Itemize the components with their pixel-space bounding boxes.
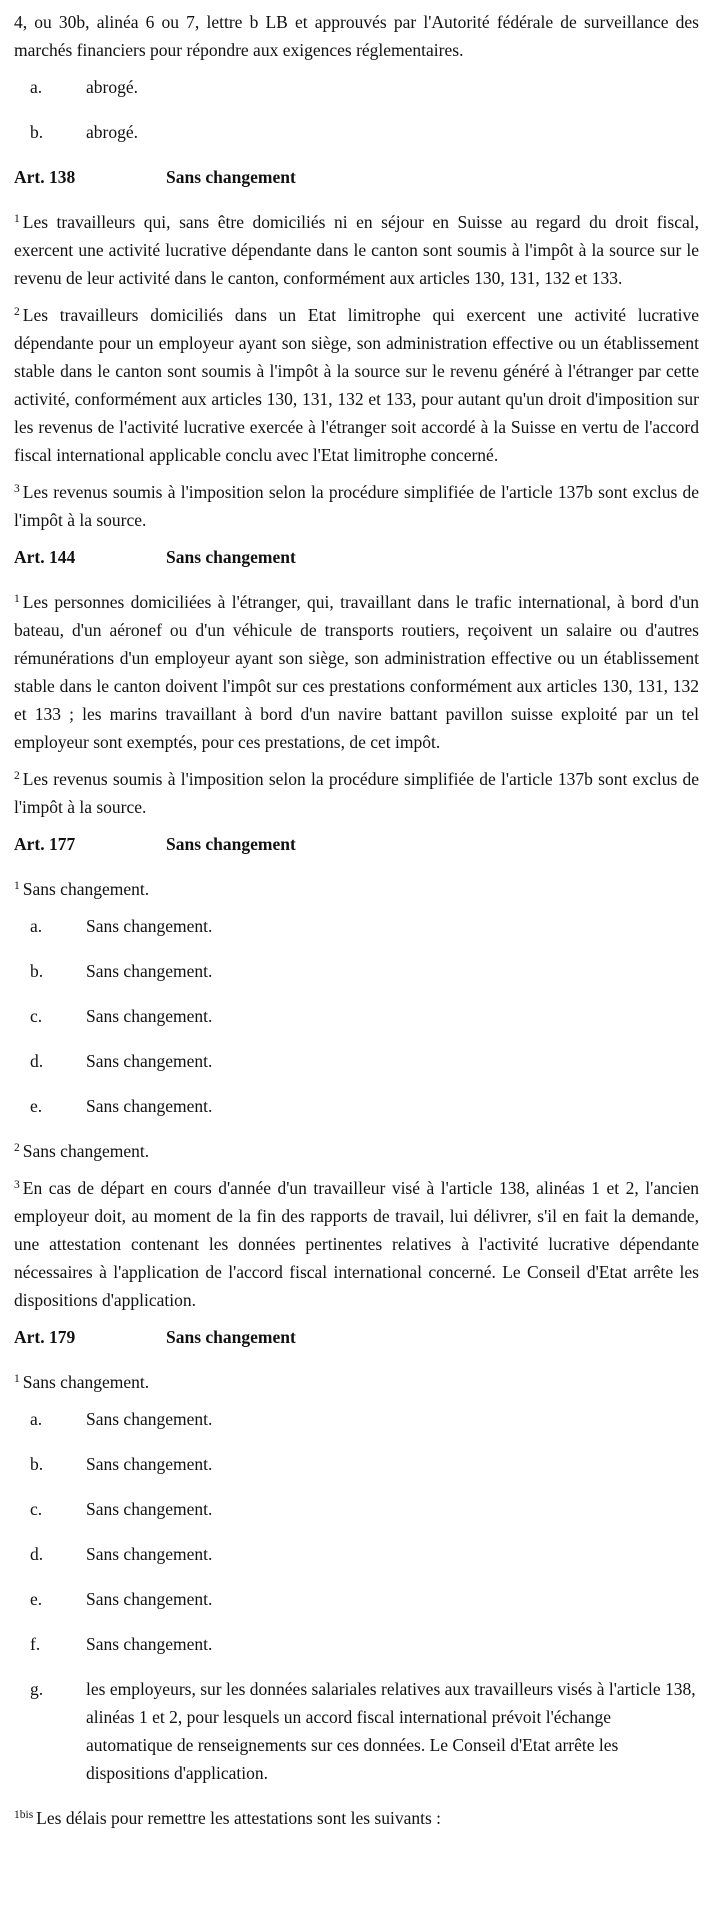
article-177-paragraph-2 <box>14 1137 699 1165</box>
item-text: Sans changement. <box>86 1499 213 1519</box>
paragraph-number: 2 <box>14 306 20 318</box>
item-text: les employeurs, sur les données salariales relatives aux travailleurs visés à l'article 138, alinéas 1 et 2, pour lesquels un accord fiscal international prévoit l'échange automatique de renseignements sur ces données. Le Conseil d'Etat arrête les dispositions d'application. <box>86 1679 696 1783</box>
item-letter: a. <box>30 1409 43 1429</box>
intro-paragraph: 4, ou 30b, alinéa 6 ou 7, lettre b LB et approuvés par l'Autorité fédérale de surveillance des marchés financiers pour répondre aux exigences réglementaires. <box>14 12 699 60</box>
article-138-paragraph-1 <box>14 208 699 292</box>
item-text: Sans changement. <box>86 1454 213 1474</box>
article-heading-138 <box>14 163 699 191</box>
item-text: Sans changement. <box>86 1589 213 1609</box>
article-179-paragraph-1bis <box>14 1804 699 1832</box>
paragraph-text: Les délais pour remettre les attestations sont les suivants : <box>36 1808 442 1828</box>
item-text: Sans changement. <box>86 1051 213 1071</box>
article-138-paragraph-3 <box>14 478 699 534</box>
article-heading-177 <box>14 830 699 858</box>
item-letter: g. <box>30 1679 44 1699</box>
item-text: Sans changement. <box>86 1006 213 1026</box>
item-letter: c. <box>30 1006 43 1026</box>
article-179-paragraph-1 <box>14 1368 699 1396</box>
paragraph-text: Sans changement. <box>22 1372 150 1392</box>
item-text: abrogé. <box>86 77 138 97</box>
item-letter: a. <box>30 916 43 936</box>
item-letter: a. <box>30 77 43 97</box>
item-text: Sans changement. <box>86 961 213 981</box>
list-item <box>14 1675 699 1787</box>
paragraph-text: Les travailleurs domiciliés dans un Etat limitrophe qui exercent une activité lucrative dépendante pour un employeur ayant son siège, son administration effective ou un établissement stable dans le canton sont soumis à l'impôt à la source sur le revenu généré à l'étranger par cette activité, conformément aux articles 130, 131, 132 et 133, pour autant qu'un droit d'imposition sur les revenus de l'activité lucrative exercée à l'étranger soit accordé à la Suisse en vertu de l'accord fiscal international applicable conclu avec l'Etat limitrophe concerné. <box>14 305 699 465</box>
article-138-paragraph-2 <box>14 301 699 469</box>
list-item <box>14 1092 699 1120</box>
paragraph-number: 1 <box>14 213 20 225</box>
list-item <box>14 1495 699 1523</box>
article-144-paragraph-2 <box>14 765 699 821</box>
paragraph-text: Les revenus soumis à l'imposition selon la procédure simplifiée de l'article 137b sont exclus de l'impôt à la source. <box>14 769 699 817</box>
list-item <box>14 1540 699 1568</box>
paragraph-text: Sans changement. <box>22 1141 150 1161</box>
paragraph-number: 2 <box>14 770 20 782</box>
article-heading-179 <box>14 1323 699 1351</box>
item-text: Sans changement. <box>86 1409 213 1429</box>
paragraph-text: Sans changement. <box>22 879 150 899</box>
article-179-list <box>14 1405 699 1787</box>
item-letter: f. <box>30 1634 41 1654</box>
article-177-paragraph-3 <box>14 1174 699 1314</box>
paragraph-number: 1bis <box>14 1809 34 1821</box>
item-text: Sans changement. <box>86 916 213 936</box>
article-status: Sans changement <box>166 1327 296 1347</box>
paragraph-number: 2 <box>14 1142 20 1154</box>
paragraph-text: En cas de départ en cours d'année d'un travailleur visé à l'article 138, alinéas 1 et 2, l'ancien employeur doit, au moment de la fin des rapports de travail, lui délivrer, s'il en fait la demande, une attestation contenant les données pertinentes relatives à l'activité lucrative dépendante nécessaires à l'application de l'accord fiscal international concerné. Le Conseil d'Etat arrête les dispositions d'application. <box>14 1178 699 1310</box>
paragraph-text: Les personnes domiciliées à l'étranger, qui, travaillant dans le trafic international, à bord d'un bateau, d'un aéronef ou d'un véhicule de transports routiers, reçoivent un salaire ou d'autres rémunérations d'un employeur ayant son siège, son administration effective ou un établissement stable dans le canton doivent l'impôt sur ces prestations conformément aux articles 130, 131, 132 et 133 ; les marins travaillant à bord d'un navire battant pavillon suisse exploité par un tel employeur sont exemptés, pour ces prestations, de cet impôt. <box>14 592 699 752</box>
list-item <box>14 118 699 146</box>
paragraph-number: 1 <box>14 593 20 605</box>
item-text: Sans changement. <box>86 1096 213 1116</box>
item-text: abrogé. <box>86 122 138 142</box>
list-item <box>14 1585 699 1613</box>
item-letter: b. <box>30 122 44 142</box>
article-heading-144 <box>14 543 699 571</box>
article-number: Art. 144 <box>14 547 76 567</box>
list-item <box>14 1405 699 1433</box>
list-item <box>14 1630 699 1658</box>
paragraph-number: 3 <box>14 1179 20 1191</box>
article-status: Sans changement <box>166 834 296 854</box>
list-item <box>14 73 699 101</box>
intro-list <box>14 73 699 146</box>
paragraph-number: 1 <box>14 1373 20 1385</box>
article-177-paragraph-1 <box>14 875 699 903</box>
list-item <box>14 912 699 940</box>
item-letter: d. <box>30 1051 44 1071</box>
item-text: Sans changement. <box>86 1544 213 1564</box>
paragraph-text: Les travailleurs qui, sans être domiciliés ni en séjour en Suisse au regard du droit fiscal, exercent une activité lucrative dépendante dans le canton sont soumis à l'impôt à la source sur le revenu de leur activité dans le canton, conformément aux articles 130, 131, 132 et 133. <box>14 212 699 288</box>
item-letter: b. <box>30 1454 44 1474</box>
list-item <box>14 1450 699 1478</box>
paragraph-number: 3 <box>14 483 20 495</box>
list-item <box>14 1002 699 1030</box>
item-letter: b. <box>30 961 44 981</box>
paragraph-number: 1 <box>14 880 20 892</box>
item-letter: e. <box>30 1589 43 1609</box>
paragraph-text: Les revenus soumis à l'imposition selon la procédure simplifiée de l'article 137b sont exclus de l'impôt à la source. <box>14 482 699 530</box>
item-letter: d. <box>30 1544 44 1564</box>
article-number: Art. 177 <box>14 834 76 854</box>
list-item <box>14 1047 699 1075</box>
article-status: Sans changement <box>166 547 296 567</box>
list-item <box>14 957 699 985</box>
article-number: Art. 138 <box>14 167 76 187</box>
article-177-list <box>14 912 699 1120</box>
item-letter: c. <box>30 1499 43 1519</box>
item-text: Sans changement. <box>86 1634 213 1654</box>
article-number: Art. 179 <box>14 1327 76 1347</box>
item-letter: e. <box>30 1096 43 1116</box>
article-144-paragraph-1 <box>14 588 699 756</box>
article-status: Sans changement <box>166 167 296 187</box>
